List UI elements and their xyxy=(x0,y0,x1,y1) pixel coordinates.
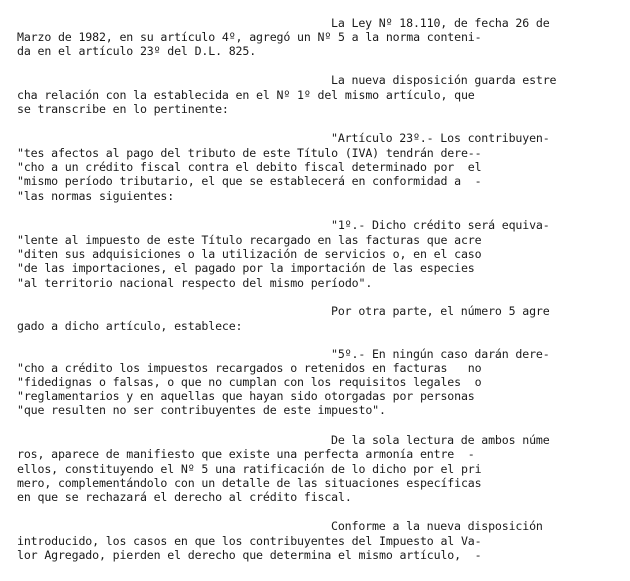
text-line: "diten sus adquisiciones o la utilización de servicios o, en el caso xyxy=(17,247,482,261)
text-line: se transcribe en lo pertinente: xyxy=(17,102,229,116)
text-line: "al territorio nacional respecto del mismo período". xyxy=(17,276,373,290)
text-line: "mismo período tributario, el que se establecerá en conformidad a - xyxy=(17,174,482,188)
text-line: "de las importaciones, el pagado por la importación de las especies xyxy=(17,261,475,275)
text-line: "Artículo 23º.- Los contribuyen- xyxy=(331,131,550,145)
text-line: "lente al impuesto de este Título recargado en las facturas que acre xyxy=(17,233,482,247)
text-line: "que resulten no ser contribuyentes de este impuesto". xyxy=(17,403,386,417)
text-line: cha relación con la establecida en el Nº 1º del mismo artículo, que xyxy=(17,88,475,102)
text-line: "reglamentarios y en aquellas que hayan sido otorgadas por personas xyxy=(17,389,475,403)
text-line: ros, aparece de manifiesto que existe una perfecta armonía entre - xyxy=(17,447,475,461)
text-line: "fidedignas o falsas, o que no cumplan con los requisitos legales o xyxy=(17,375,482,389)
text-line: De la sola lectura de ambos núme xyxy=(331,433,550,447)
text-line: ellos, constituyendo el Nº 5 una ratificación de lo dicho por el pri xyxy=(17,462,482,476)
text-line: Marzo de 1982, en su artículo 4º, agregó un Nº 5 a la norma conteni- xyxy=(17,30,482,44)
text-line: Por otra parte, el número 5 agre xyxy=(331,304,550,318)
text-line: en que se rechazará el derecho al crédito fiscal. xyxy=(17,490,352,504)
text-line: "cho a un crédito fiscal contra el debito fiscal determinado por el xyxy=(17,160,482,174)
text-line: "cho a crédito los impuestos recargados o retenidos en facturas no xyxy=(17,361,482,375)
text-line: La Ley Nº 18.110, de fecha 26 de xyxy=(331,16,550,30)
text-line: gado a dicho artículo, establece: xyxy=(17,319,243,333)
text-line: "1º.- Dicho crédito será equiva- xyxy=(331,218,550,232)
text-line: "las normas siguientes: xyxy=(17,189,175,203)
text-line: lor Agregado, pierden el derecho que determina el mismo artículo, - xyxy=(17,548,482,562)
text-line: mero, complementándolo con un detalle de las situaciones específicas xyxy=(17,476,482,490)
text-line: da en el artículo 23º del D.L. 825. xyxy=(17,44,257,58)
text-line: "tes afectos al pago del tributo de este Título (IVA) tendrán dere-- xyxy=(17,146,482,160)
text-line: Conforme a la nueva disposición xyxy=(331,519,543,533)
text-line: La nueva disposición guarda estre xyxy=(331,73,557,87)
text-line: introducido, los casos en que los contribuyentes del Impuesto al Va- xyxy=(17,534,482,548)
text-line: "5º.- En ningún caso darán dere- xyxy=(331,347,550,361)
